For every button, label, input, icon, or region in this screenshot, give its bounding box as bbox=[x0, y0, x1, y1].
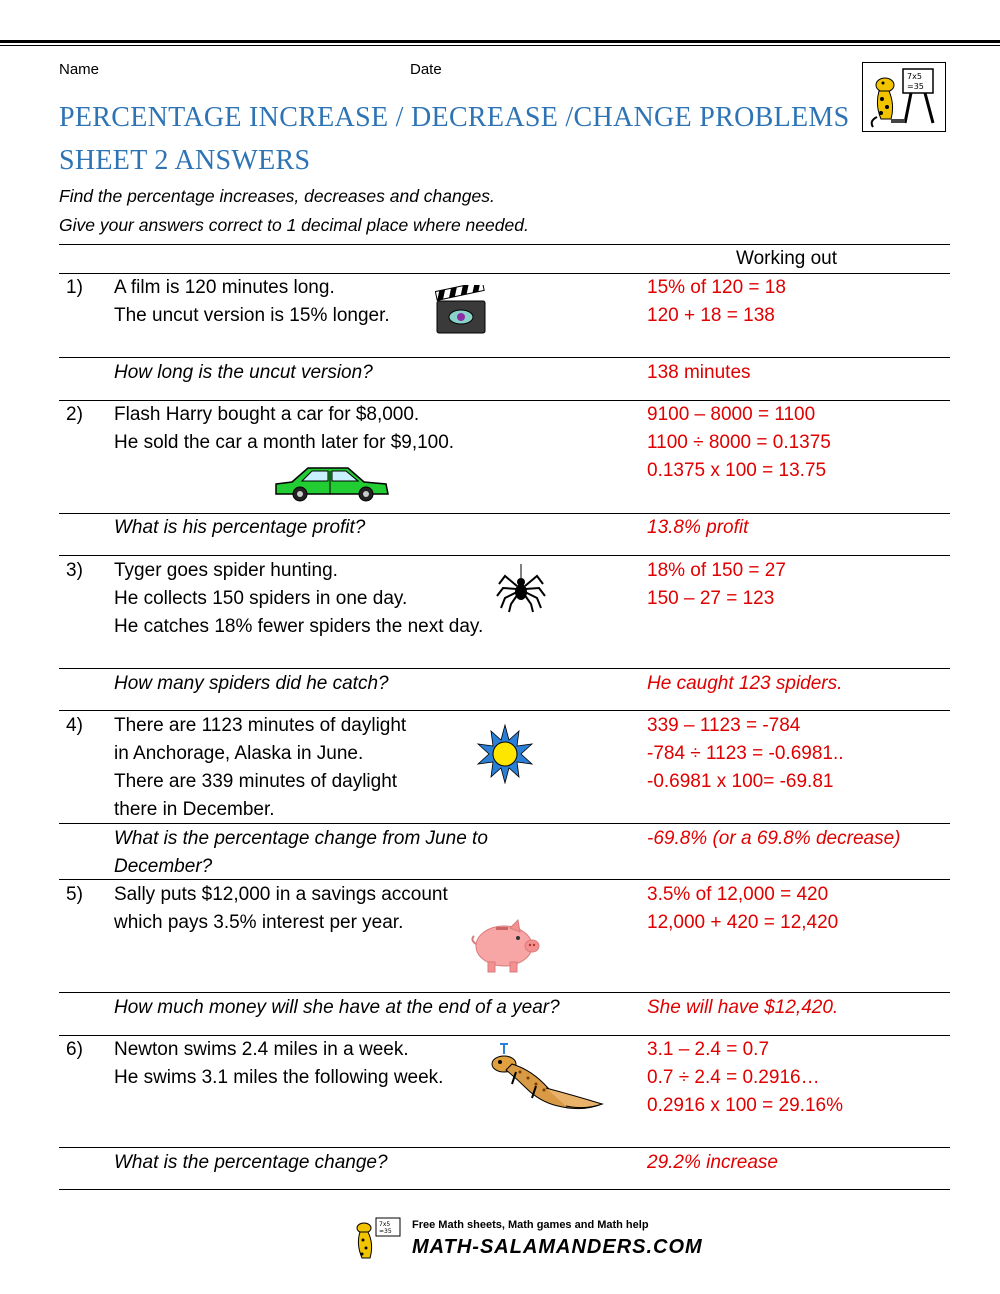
problem-line: He sold the car a month later for $9,100. bbox=[114, 432, 455, 453]
problem-line: He swims 3.1 miles the following week. bbox=[114, 1067, 444, 1088]
clapperboard-icon bbox=[435, 285, 487, 335]
working-line: 18% of 150 = 27 bbox=[647, 560, 786, 581]
sun-icon bbox=[475, 724, 535, 784]
problem-line: Flash Harry bought a car for $8,000. bbox=[114, 404, 420, 425]
piggy-bank-icon bbox=[470, 918, 542, 974]
question-line: What is the percentage change from June to bbox=[114, 828, 488, 849]
problem-line: Sally puts $12,000 in a savings account bbox=[114, 884, 448, 905]
problem-number: 2) bbox=[66, 404, 83, 425]
working-line: 3.5% of 12,000 = 420 bbox=[647, 884, 829, 905]
question-line: How much money will she have at the end of a year? bbox=[114, 997, 560, 1018]
salamander-logo bbox=[862, 62, 946, 132]
problem-line: Tyger goes spider hunting. bbox=[114, 560, 338, 581]
problem-line: which pays 3.5% interest per year. bbox=[114, 912, 404, 933]
answer: He caught 123 spiders. bbox=[647, 673, 843, 694]
problem-line: A film is 120 minutes long. bbox=[114, 277, 335, 298]
divider bbox=[59, 710, 950, 711]
problem-line: He catches 18% fewer spiders the next day. bbox=[114, 616, 484, 637]
answer: -69.8% (or a 69.8% decrease) bbox=[647, 828, 901, 849]
instruction-line: Give your answers correct to 1 decimal place where needed. bbox=[59, 215, 529, 235]
top-rule bbox=[0, 40, 1000, 43]
page-subtitle: SHEET 2 ANSWERS bbox=[59, 145, 311, 176]
problem-line: There are 339 minutes of daylight bbox=[114, 771, 398, 792]
svg-text:7x5: 7x5 bbox=[379, 1221, 391, 1228]
divider bbox=[59, 1147, 950, 1148]
page-title: PERCENTAGE INCREASE / DECREASE /CHANGE PROBLEMS bbox=[59, 102, 850, 133]
question-line: How long is the uncut version? bbox=[114, 362, 373, 383]
problem-number: 4) bbox=[66, 715, 83, 736]
instruction-line: Find the percentage increases, decreases and changes. bbox=[59, 186, 495, 206]
problem-line: There are 1123 minutes of daylight bbox=[114, 715, 407, 736]
footer-site: MATH-SALAMANDERS.COM bbox=[412, 1236, 703, 1258]
footer-salamander-icon bbox=[350, 1214, 410, 1264]
divider bbox=[59, 823, 950, 824]
working-line: 12,000 + 420 = 12,420 bbox=[647, 912, 839, 933]
newt-icon bbox=[486, 1040, 606, 1116]
question-line: What is his percentage profit? bbox=[114, 517, 366, 538]
problem-number: 5) bbox=[66, 884, 83, 905]
working-line: 0.1375 x 100 = 13.75 bbox=[647, 460, 827, 481]
working-line: -0.6981 x 100= -69.81 bbox=[647, 771, 834, 792]
divider bbox=[59, 357, 950, 358]
spider-icon bbox=[495, 562, 547, 614]
svg-text:7x5: 7x5 bbox=[907, 72, 922, 81]
svg-text:=35: =35 bbox=[379, 1228, 392, 1235]
working-line: 1100 ÷ 8000 = 0.1375 bbox=[647, 432, 831, 453]
footer-tagline: Free Math sheets, Math games and Math help bbox=[412, 1219, 649, 1231]
name-label: Name bbox=[59, 61, 100, 78]
top-rule-thin bbox=[0, 45, 1000, 46]
divider bbox=[59, 555, 950, 556]
answer: 13.8% profit bbox=[647, 517, 749, 538]
answer: 138 minutes bbox=[647, 362, 751, 383]
problem-line: in Anchorage, Alaska in June. bbox=[114, 743, 364, 764]
divider bbox=[59, 1189, 950, 1190]
problem-line: He collects 150 spiders in one day. bbox=[114, 588, 408, 609]
divider bbox=[59, 992, 950, 993]
working-line: 9100 – 8000 = 1100 bbox=[647, 404, 816, 425]
problem-line: Newton swims 2.4 miles in a week. bbox=[114, 1039, 409, 1060]
question-line: December? bbox=[114, 856, 213, 877]
working-line: 15% of 120 = 18 bbox=[647, 277, 786, 298]
answer: 29.2% increase bbox=[647, 1152, 778, 1173]
question-line: What is the percentage change? bbox=[114, 1152, 388, 1173]
working-line: -784 ÷ 1123 = -0.6981.. bbox=[647, 743, 844, 764]
working-line: 0.7 ÷ 2.4 = 0.2916… bbox=[647, 1067, 820, 1088]
car-icon bbox=[272, 462, 392, 502]
salamander-teacher-icon bbox=[863, 63, 945, 131]
date-label: Date bbox=[410, 61, 442, 78]
working-line: 339 – 1123 = -784 bbox=[647, 715, 801, 736]
working-line: 0.2916 x 100 = 29.16% bbox=[647, 1095, 843, 1116]
problem-line: there in December. bbox=[114, 799, 275, 820]
divider bbox=[59, 879, 950, 880]
working-line: 120 + 18 = 138 bbox=[647, 305, 775, 326]
working-line: 150 – 27 = 123 bbox=[647, 588, 775, 609]
problem-number: 1) bbox=[66, 277, 83, 298]
problem-number: 6) bbox=[66, 1039, 83, 1060]
working-out-header: Working out bbox=[736, 248, 838, 269]
answer: She will have $12,420. bbox=[647, 997, 839, 1018]
problem-number: 3) bbox=[66, 560, 83, 581]
problem-line: The uncut version is 15% longer. bbox=[114, 305, 390, 326]
svg-text:=35: =35 bbox=[907, 82, 924, 91]
question-line: How many spiders did he catch? bbox=[114, 673, 389, 694]
divider bbox=[59, 668, 950, 669]
working-line: 3.1 – 2.4 = 0.7 bbox=[647, 1039, 770, 1060]
